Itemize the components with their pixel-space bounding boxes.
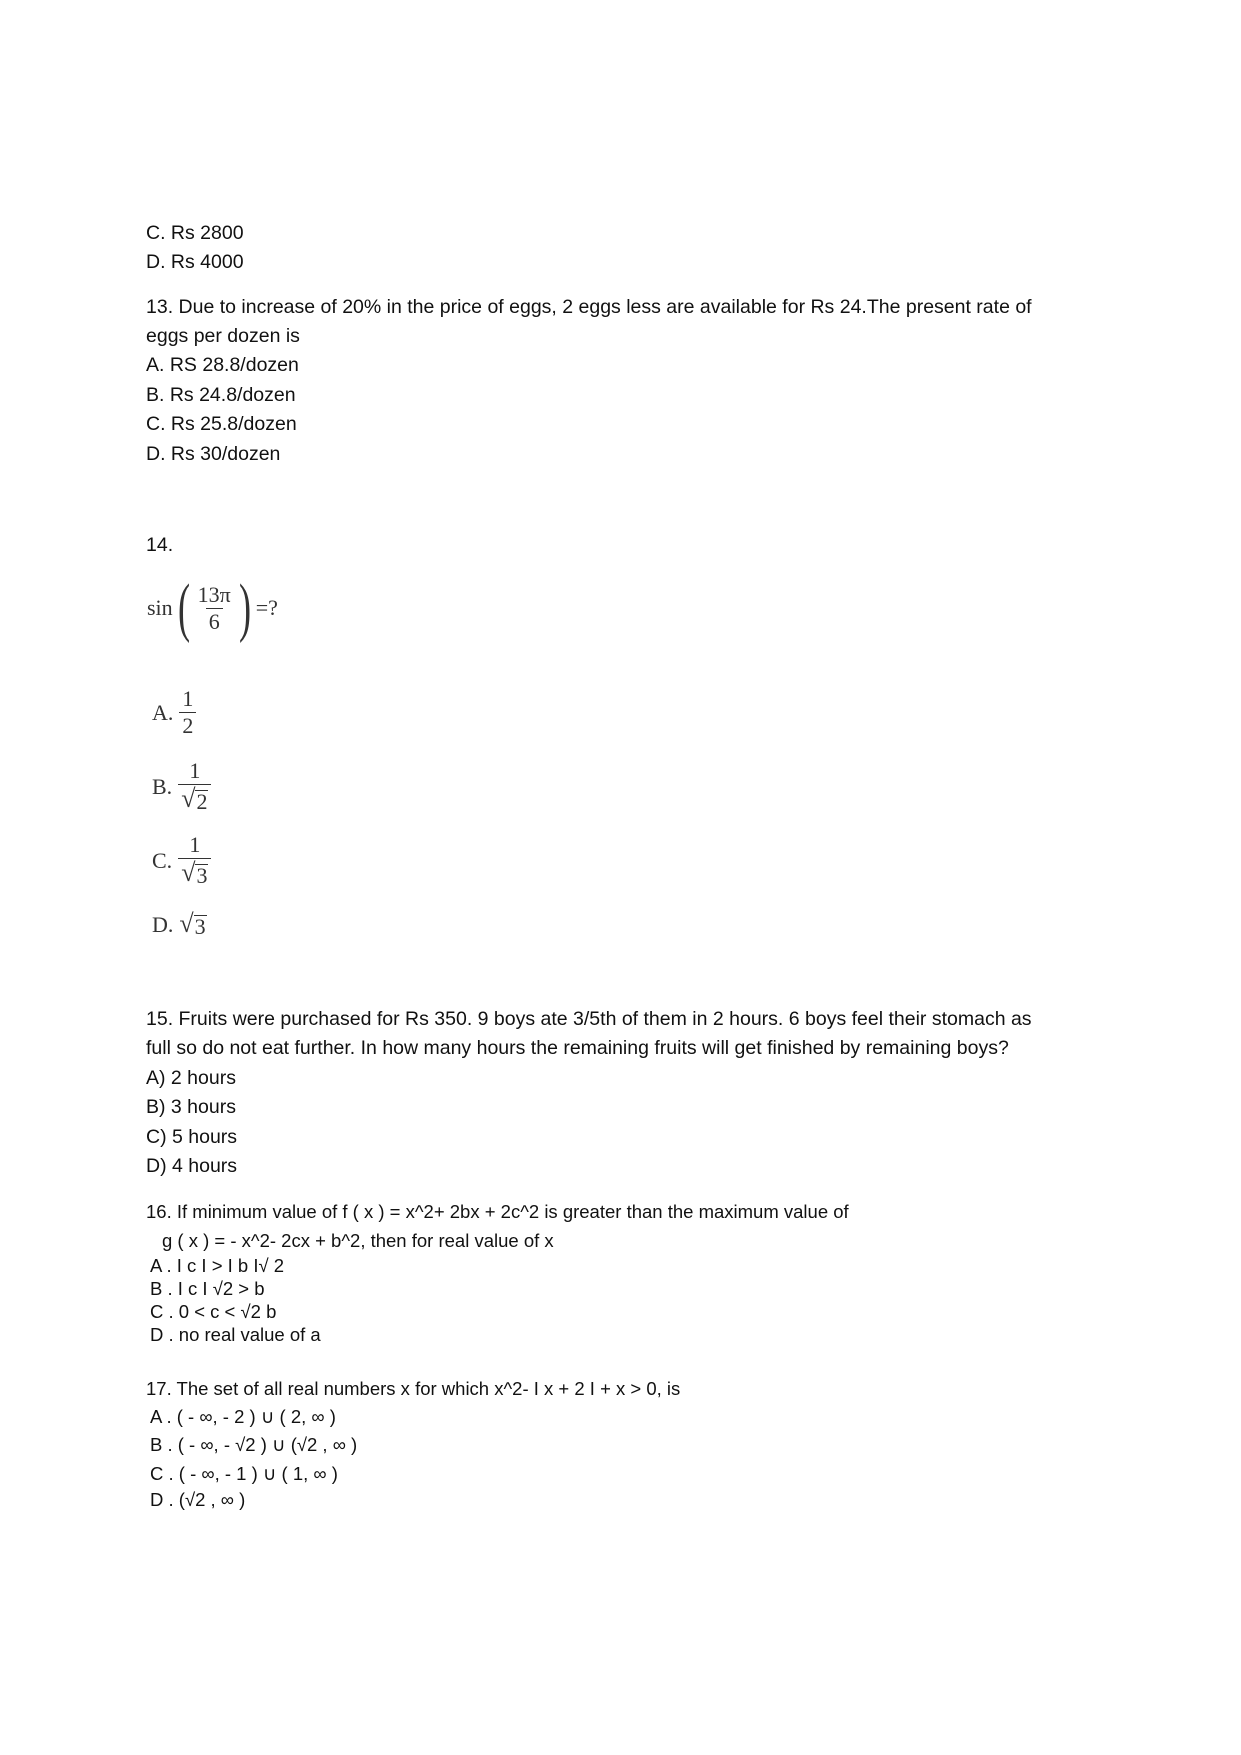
q15-option-a: A) 2 hours: [146, 1067, 236, 1089]
q12-option-c: C. Rs 2800: [146, 222, 244, 244]
square-root-symbol: √ 3: [179, 909, 206, 939]
q15-stem-line1: 15. Fruits were purchased for Rs 350. 9 boys ate 3/5th of them in 2 hours. 6 boys feel their stomach as: [146, 1008, 1032, 1030]
q15-option-c: C) 5 hours: [146, 1126, 238, 1148]
q15-option-b: B) 3 hours: [146, 1096, 236, 1118]
square-root-symbol: √ 3: [181, 858, 208, 888]
q14-option-a: A. $\frac{1}{2}$: [152, 688, 196, 737]
q17-option-a: A . ( - ∞, - 2 ) ∪ ( 2, ∞ ): [150, 1406, 336, 1427]
q13-option-c: C. Rs 25.8/dozen: [146, 413, 297, 435]
q16-stem-line2: g ( x ) = - x^2- 2cx + b^2, then for real value of x: [162, 1230, 554, 1251]
q17-option-c: C . ( - ∞, - 1 ) ∪ ( 1, ∞ ): [150, 1463, 338, 1484]
q14-option-c: C. 1 √ 3: [152, 834, 211, 887]
q16-option-b: B . I c I √2 > b: [150, 1278, 265, 1299]
q13-stem-line1: 13. Due to increase of 20% in the price of eggs, 2 eggs less are available for Rs 24.The present rate of: [146, 296, 1032, 318]
q16-option-a: A . I c I > I b I√ 2: [150, 1255, 285, 1276]
q13-stem-line2: eggs per dozen is: [146, 325, 300, 347]
square-root-symbol: √ 2: [181, 784, 208, 814]
q17-option-b: B . ( - ∞, - √2 ) ∪ (√2 , ∞ ): [150, 1434, 358, 1455]
q14-argument: $\frac{13\pi}{6}$: [197, 581, 231, 634]
q14-option-b: B. 1 √ 2: [152, 760, 211, 813]
q12-option-d: D. Rs 4000: [146, 251, 244, 273]
q14-option-d: D. √ 3: [152, 909, 206, 939]
q14-expression: sin ( $\frac{13\pi}{6}$ ) =?: [147, 571, 278, 644]
q13-option-d: D. Rs 30/dozen: [146, 443, 281, 465]
q17-stem: 17. The set of all real numbers x for which x^2- I x + 2 I + x > 0, is: [146, 1378, 681, 1399]
q14-equals: =?: [255, 595, 278, 620]
q13-option-a: A. RS 28.8/dozen: [146, 354, 299, 376]
q16-stem-line1: 16. If minimum value of f ( x ) = x^2+ 2bx + 2c^2 is greater than the maximum value of: [146, 1201, 849, 1222]
q17-option-d: D . (√2 , ∞ ): [150, 1489, 246, 1510]
q15-stem-line2: full so do not eat further. In how many hours the remaining fruits will get finished by remaining boys?: [146, 1037, 1009, 1059]
q15-option-d: D) 4 hours: [146, 1155, 238, 1177]
q16-option-c: C . 0 < c < √2 b: [150, 1301, 277, 1322]
q16-option-d: D . no real value of a: [150, 1324, 321, 1345]
q14-sin: sin: [147, 595, 173, 620]
q14-number: 14.: [146, 534, 174, 556]
q13-option-b: B. Rs 24.8/dozen: [146, 384, 296, 406]
